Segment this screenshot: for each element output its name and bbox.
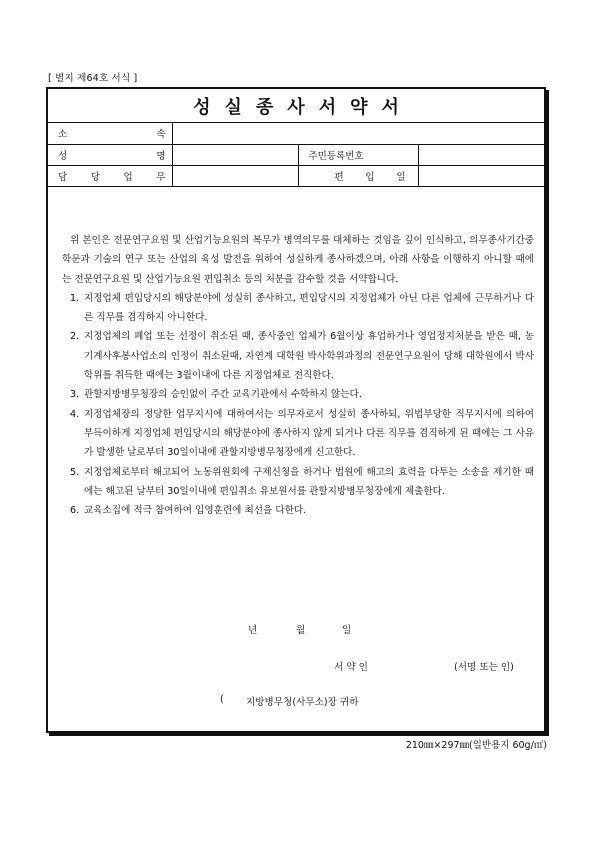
pledge-item bbox=[62, 385, 534, 404]
resident-number-label: 주민등록번호 bbox=[298, 144, 418, 165]
pledge-intro: 위 본인은 전문연구요원 및 산업기능요원의 복무가 병역의무를 대체하는 것임을 깊이 인식하고, 의무종사기간중 학문과 기술의 연구 또는 산업의 육성 발전을 위하여 성실하게 종사하겠으며, 아래 사항을 이행하지 아니할 때에는 전문연구요원 및 산업기능요원 편입취소 등의 처분을 감수할 것을 서약합니다. bbox=[62, 235, 534, 285]
addressee-open-paren: ( bbox=[220, 694, 224, 705]
item-number: 5. bbox=[70, 466, 80, 478]
pledge-item bbox=[62, 327, 534, 385]
pledge-item bbox=[62, 405, 534, 463]
date-year[interactable]: 년 bbox=[248, 625, 258, 636]
transfer-date-label: 편 입 일 bbox=[298, 165, 418, 186]
name-row bbox=[48, 144, 544, 165]
item-text: 지정업체장의 정당한 업무지시에 대하여서는 의무자로서 성실히 종사하되, 위법부당한 직무지시에 의하여 부득이하게 지정업체 편입당시의 해당분야에 종사하지 않게 되거나 다른 직무를 겸직하게 된 때에는 그 사유가 발생한 날로부터 30일이내에 관할지방병무청장에게 신고한다. bbox=[84, 408, 534, 459]
affiliation-label: 소 속 bbox=[48, 123, 172, 144]
item-number: 2. bbox=[70, 331, 80, 343]
duty-row bbox=[48, 165, 544, 186]
item-text: 관할지방병무청장의 승인없이 주간 교육기관에서 수학하지 않는다. bbox=[84, 389, 362, 401]
signature-note[interactable]: (서명 또는 인) bbox=[454, 662, 514, 673]
pledge-body bbox=[62, 231, 534, 520]
pledge-item bbox=[62, 463, 534, 502]
resident-number-field[interactable] bbox=[418, 144, 544, 165]
pledge-item bbox=[62, 501, 534, 520]
paper-spec-note: 210㎜×297㎜(일반용지 60g/㎡) bbox=[405, 740, 547, 751]
pledge-form bbox=[46, 87, 546, 733]
personal-info-table bbox=[48, 123, 544, 187]
duty-field[interactable] bbox=[172, 165, 298, 186]
frame-shadow-bottom bbox=[49, 733, 549, 736]
duty-label: 담 당 업 무 bbox=[48, 165, 172, 186]
item-text: 지정업체 편입당시의 해당분야에 성실히 종사하고, 편입당시의 지정업체가 아닌 다른 업체에 근무하거나 다른 직무를 겸직하지 아니한다. bbox=[84, 292, 534, 324]
affiliation-field[interactable] bbox=[172, 123, 544, 144]
signer-label: 서 약 인 bbox=[334, 662, 368, 673]
name-field[interactable] bbox=[172, 144, 298, 165]
affiliation-row bbox=[48, 123, 544, 144]
item-number: 4. bbox=[70, 408, 80, 420]
date-month[interactable]: 월 bbox=[296, 625, 306, 636]
addressee-text: 지방병무청(사무소)장 귀하 bbox=[246, 697, 359, 708]
item-number: 6. bbox=[70, 505, 80, 517]
item-number: 1. bbox=[70, 292, 80, 304]
form-number-label: [ 별지 제64호 서식 ] bbox=[48, 73, 138, 84]
item-text: 지정업체로부터 해고되어 노동위원회에 구제신청을 하거나 법원에 해고의 효력을 다투는 소송을 제기한 때에는 해고된 날부터 30일이내에 편입취소 유보원서를 관할지방병무청장에게 제출한다. bbox=[84, 466, 534, 497]
name-label: 성 명 bbox=[48, 144, 172, 165]
frame-shadow-right bbox=[546, 90, 549, 736]
transfer-date-field[interactable] bbox=[418, 165, 544, 186]
item-text: 지정업체의 폐업 또는 선정이 취소된 때, 종사중인 업체가 6월이상 휴업하거나 영업정지처분을 받은 때, 농기계사후봉사업소의 인정이 취소된때, 자연계 대학원 박사학위과정의 전문연구요원이 당해 대학원에서 박사학위를 취득한 때에는 3월이내에 다른 지정업체로 전직한다. bbox=[84, 331, 534, 382]
pledge-item bbox=[62, 289, 534, 328]
date-day[interactable]: 일 bbox=[342, 625, 352, 636]
item-text: 교육소집에 적극 참여하여 입영훈련에 최선을 다한다. bbox=[84, 505, 307, 517]
form-title: 성실종사서약서 bbox=[48, 89, 544, 123]
item-number: 3. bbox=[70, 389, 80, 401]
